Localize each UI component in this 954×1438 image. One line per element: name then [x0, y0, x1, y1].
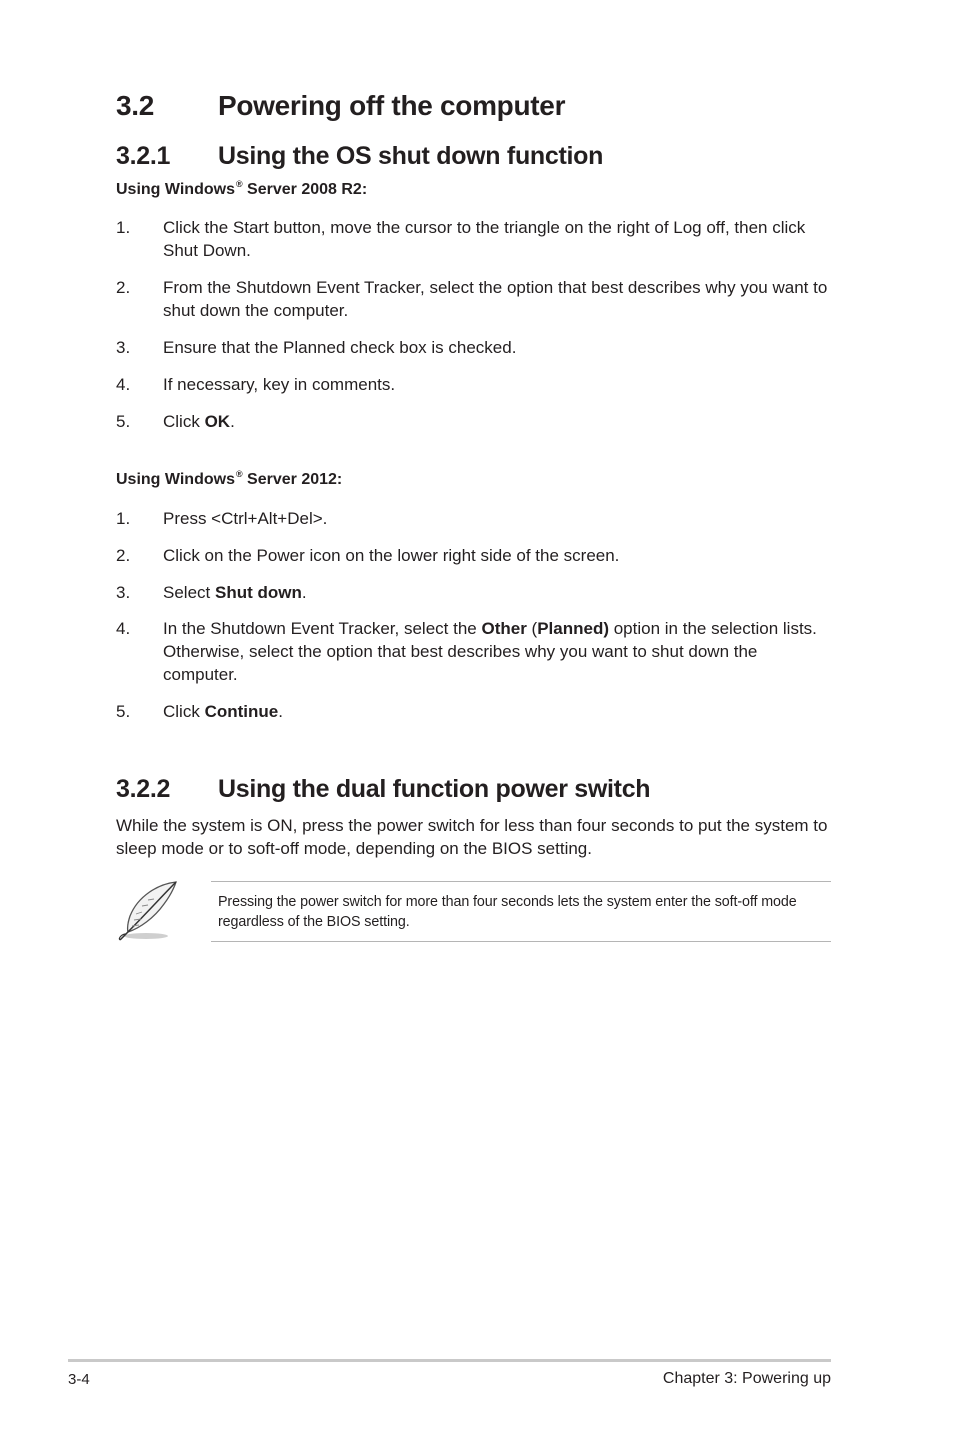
- item-number: 4.: [116, 619, 131, 638]
- item-number: 3.: [116, 583, 131, 602]
- subsection-heading-os-shutdown: [116, 142, 603, 171]
- item-number: 3.: [116, 338, 131, 357]
- continue-label: Continue: [204, 702, 279, 721]
- shut-down-label: Shut down: [214, 583, 302, 602]
- list-item: [116, 617, 831, 686]
- item-text: Click on the Power icon on the lower right side of the screen.: [163, 546, 620, 565]
- list-item: [116, 700, 831, 723]
- item-text: Click OK.: [163, 412, 235, 431]
- section-number: 3.2: [116, 90, 155, 121]
- note-bottom-rule: [211, 941, 831, 942]
- ok-label: OK: [204, 412, 231, 431]
- item-number: 2.: [116, 278, 131, 297]
- item-text: In the Shutdown Event Tracker, select the Other (Planned) option in the selection lists. Otherwise, select the option that best describes why you want to shut down the computer.: [163, 619, 817, 684]
- feather-note-icon: [112, 878, 182, 944]
- item-number: 5.: [116, 702, 131, 721]
- item-number: 5.: [116, 412, 131, 431]
- item-text: Click Continue.: [163, 702, 283, 721]
- list-item: [116, 507, 831, 530]
- subsection-title: Using the dual function power switch: [218, 775, 651, 803]
- chapter-label: Chapter 3: Powering up: [662, 1370, 831, 1387]
- list-item: [116, 336, 831, 359]
- page-title: [116, 90, 565, 122]
- windows-2008-subheading: Using Windows® Server 2008 R2:: [116, 179, 368, 198]
- item-text: Press <Ctrl+Alt+Del>.: [163, 509, 328, 528]
- subsection-number: 3.2.1: [116, 142, 171, 170]
- item-text: Click the Start button, move the cursor to the triangle on the right of Log off, then click Shut Down.: [163, 218, 806, 260]
- windows-2012-subheading: Using Windows® Server 2012:: [116, 469, 343, 488]
- list-item: [116, 544, 831, 567]
- other-label: Other: [481, 619, 527, 638]
- item-number: 1.: [116, 509, 131, 528]
- list-item: [116, 581, 831, 604]
- item-text: Select Shut down.: [163, 583, 307, 602]
- note-text: Pressing the power switch for more than four seconds lets the system enter the soft-off mode regardless of the BIOS setting.: [218, 894, 797, 930]
- item-number: 1.: [116, 218, 131, 237]
- list-item: [116, 216, 831, 262]
- item-number: 4.: [116, 375, 131, 394]
- item-number: 2.: [116, 546, 131, 565]
- list-item: [116, 276, 831, 322]
- list-item: [116, 410, 831, 433]
- item-text: From the Shutdown Event Tracker, select the option that best describes why you want to shut down the computer.: [163, 278, 828, 320]
- note-top-rule: [211, 881, 831, 882]
- registered-mark: ®: [235, 179, 243, 189]
- body-paragraph: While the system is ON, press the power switch for less than four seconds to put the system to sleep mode or to soft-off mode, depending on the BIOS setting.: [116, 816, 828, 858]
- section-title: Powering off the computer: [218, 90, 566, 121]
- list-item: [116, 373, 831, 396]
- subsection-heading-power-switch: [116, 775, 650, 804]
- planned-label: Planned): [537, 619, 609, 638]
- subsection-number: 3.2.2: [116, 775, 171, 803]
- item-text: Ensure that the Planned check box is checked.: [163, 338, 517, 357]
- footer-rule: [68, 1359, 831, 1362]
- registered-mark: ®: [235, 469, 243, 479]
- subsection-title: Using the OS shut down function: [218, 142, 604, 170]
- page-number: 3-4: [68, 1371, 90, 1388]
- item-text: If necessary, key in comments.: [163, 375, 396, 394]
